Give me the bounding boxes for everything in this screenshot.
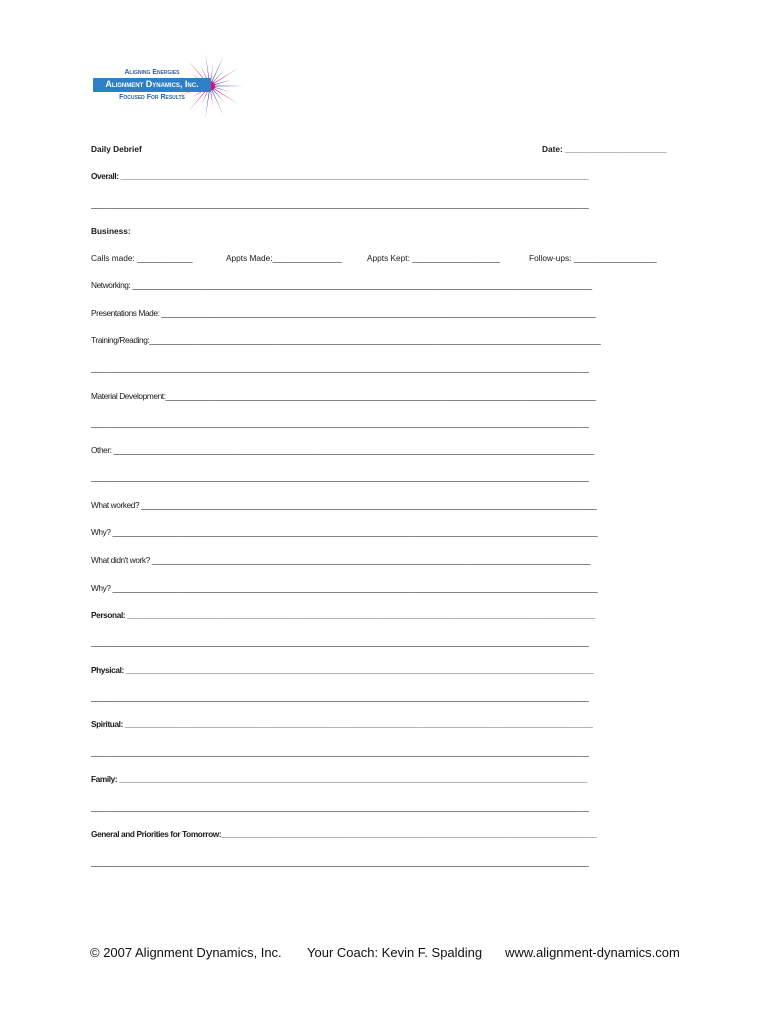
training-continuation-line[interactable]: ______________________________________________________________________________________________________________________ (91, 363, 589, 373)
what-worked-field[interactable]: What worked? ____________________________________________________________________________________________________________ (91, 500, 597, 510)
date-field[interactable]: Date: ______________________ (542, 144, 667, 154)
personal-continuation-line[interactable]: ______________________________________________________________________________________________________________________ (91, 637, 589, 647)
business-metrics-row (91, 253, 678, 265)
logo-company-name: Alignment Dynamics, Inc. (93, 78, 211, 91)
footer-coach: Your Coach: Kevin F. Spalding (307, 945, 483, 960)
logo-text (93, 69, 211, 101)
spiritual-field[interactable]: Spiritual: _______________________________________________________________________________________________________________ (91, 719, 593, 729)
why-worked-field[interactable]: Why? ___________________________________________________________________________________________________________________ (91, 527, 598, 537)
logo-tagline-bottom: Focused For Results (119, 93, 185, 101)
material-continuation-line[interactable]: ______________________________________________________________________________________________________________________ (91, 418, 589, 428)
overall-continuation-line[interactable]: ______________________________________________________________________________________________________________________ (91, 199, 589, 209)
family-field[interactable]: Family: _______________________________________________________________________________________________________________ (91, 774, 587, 784)
follow-ups-field[interactable]: Follow-ups: __________________ (529, 253, 657, 263)
company-logo (88, 50, 256, 126)
what-didnt-work-field[interactable]: What didn't work? ________________________________________________________________________________________________________ (91, 555, 591, 565)
other-continuation-line[interactable]: ______________________________________________________________________________________________________________________ (91, 472, 589, 482)
material-development-field[interactable]: Material Development:______________________________________________________________________________________________________ (91, 391, 596, 401)
why-didnt-work-field[interactable]: Why? ___________________________________________________________________________________________________________________ (91, 583, 598, 593)
physical-continuation-line[interactable]: ______________________________________________________________________________________________________________________ (91, 692, 589, 702)
calls-made-field[interactable]: Calls made: ____________ (91, 253, 193, 263)
spiritual-continuation-line[interactable]: ______________________________________________________________________________________________________________________ (91, 747, 589, 757)
family-continuation-line[interactable]: ______________________________________________________________________________________________________________________ (91, 802, 589, 812)
appts-kept-field[interactable]: Appts Kept: ___________________ (367, 253, 500, 263)
page-title: Daily Debrief (91, 144, 142, 154)
business-heading: Business: (91, 226, 131, 236)
footer-copyright: © 2007 Alignment Dynamics, Inc. (90, 945, 282, 960)
presentations-field[interactable]: Presentations Made: _______________________________________________________________________________________________________ (91, 308, 596, 318)
appts-made-field[interactable]: Appts Made:_______________ (226, 253, 342, 263)
overall-field[interactable]: Overall: _______________________________________________________________________________________________________________ (91, 171, 589, 181)
physical-field[interactable]: Physical: _______________________________________________________________________________________________________________ (91, 665, 594, 675)
general-continuation-line[interactable]: ______________________________________________________________________________________________________________________ (91, 857, 589, 867)
other-field[interactable]: Other: __________________________________________________________________________________________________________________ (91, 445, 594, 455)
personal-field[interactable]: Personal: _______________________________________________________________________________________________________________ (91, 610, 595, 620)
general-priorities-field[interactable]: General and Priorities for Tomorrow:_________________________________________________________________________________________ (91, 829, 597, 839)
networking-field[interactable]: Networking: _____________________________________________________________________________________________________________ (91, 280, 592, 290)
footer-website-link[interactable]: www.alignment-dynamics.com (505, 945, 680, 960)
training-field[interactable]: Training/Reading:___________________________________________________________________________________________________________ (91, 335, 601, 345)
logo-tagline-top: Aligning Energies (124, 69, 180, 76)
